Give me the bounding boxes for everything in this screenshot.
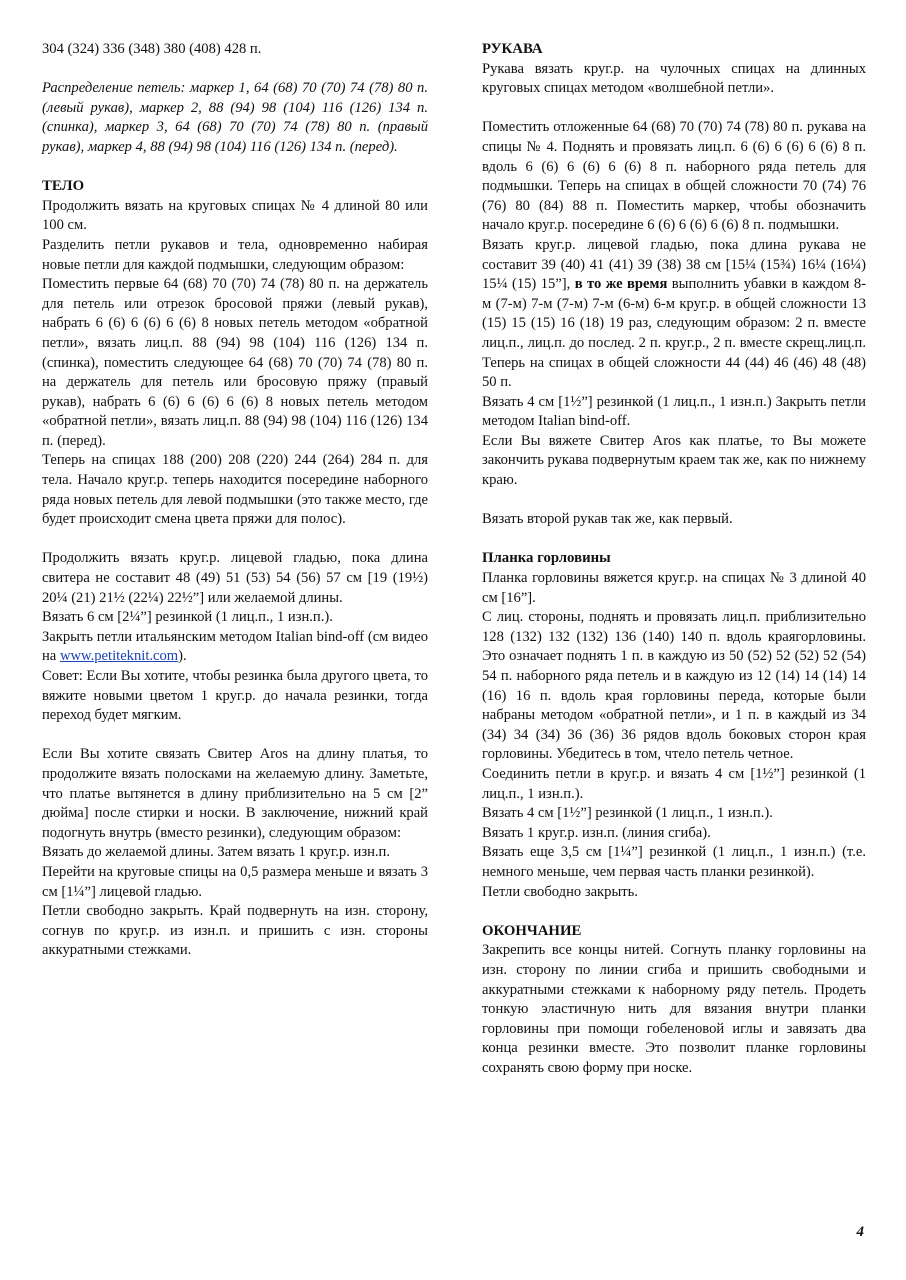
body-paragraph-2: Разделить петли рукавов и тела, одновременно набирая новые петли для каждой подмышки, следующим образом: — [42, 236, 428, 273]
body-paragraph-6: Вязать 6 см [2¼”] резинкой (1 лиц.п., 1 изн.п.). — [42, 609, 333, 626]
neckband-paragraph-1: Планка горловины вяжется круг.р. на спицах № 3 длиной 40 см [16”]. — [482, 570, 866, 606]
page-number: 4 — [856, 1224, 864, 1240]
neckband-paragraph-7: Петли свободно закрыть. — [482, 883, 638, 900]
marker-distribution: Распределение петель: маркер 1, 64 (68) 70 (70) 74 (78) 80 п. (левый рукав), маркер 2, 88 (94) 98 (104) 116 (126) 134 п. (спинка), маркер 3, 64 (68) 70 (70) 74 (78) 80 п. (правый рукав), маркер 4, 88 (94) 98 (104) 116 (126) 134 п. (перед). — [42, 80, 428, 155]
sleeves-paragraph-1: Рукава вязать круг.р. на чулочных спицах на длинных круговых спицах методом «волшебной петли». — [482, 60, 866, 97]
neckband-paragraph-6: Вязать еще 3,5 см [1¼”] резинкой (1 лиц.п., 1 изн.п.) (т.е. немного меньше, чем первая часть планки резинкой). — [482, 844, 866, 880]
body-paragraph-3: Поместить первые 64 (68) 70 (70) 74 (78) 80 п. на держатель для петель или отрезок бросовой пряжи (левый рукав), набрать 6 (6) 6 (6) 6 (6) 8 новых петель методом «обратной петли», вязать лиц.п. 88 (94) 98 (104) 116 (126) 134 п. (спинка), поместить следующее 64 (68) 70 (70) 74 (78) 80 п. на держатель для петель или бросовую пряжу (правый рукав), набрать 6 (6) 6 (6) 6 (6) 8 новых петель методом «обратной петли», вязать лиц.п. 88 (94) 98 (104) 116 (126) 134 п. (перед). — [42, 276, 428, 449]
left-column — [42, 40, 428, 961]
heading-finishing: ОКОНЧАНИЕ — [482, 922, 582, 939]
heading-sleeves: РУКАВА — [482, 41, 543, 57]
heading-neckband: Планка горловины — [482, 550, 611, 567]
petiteknit-link[interactable]: www.petiteknit.com — [59, 648, 179, 665]
neckband-paragraph-3: Соединить петли в круг.р. и вязать 4 см [1½”] резинкой (1 лиц.п., 1 изн.п.). — [482, 765, 866, 802]
sleeves-text-post: выполнить убавки в каждом 8-м (7-м) 7-м (7-м) 7-м (6-м) 6-м круг.р. в общей сложности 13 (15) 15 (15) 16 (18) 19 раз, следующим образом: 2 п. вместе лиц.п., лиц.п. до послед. 2 п. круг.р., 2 п. вместе скрещ.лиц.п. Теперь на спицах в общей сложности 44 (44) 46 (46) 48 (48) 50 п. — [482, 276, 866, 391]
sleeves-paragraph-2: Поместить отложенные 64 (68) 70 (70) 74 (78) 80 п. рукава на спицы № 4. Поднять и провязать лиц.п. 6 (6) 6 (6) 6 (6) 8 п. вдоль 6 (6) 6 (6) 6 (6) 8 п. наборного ряда петель для подмышки. Теперь на спицах в общей сложности 70 (74) 76 (76) 80 (84) 88 п. Поместить маркер, чтобы обозначить начало круг.р. посередине 6 (6) 6 (6) 6 (6) 8 п. подмышки. — [482, 119, 866, 234]
dress-paragraph: Если Вы хотите связать Свитер Aros на длину платья, то продолжите вязать полосками на желаемую длину. Заметьте, что платье вытянется в длину приблизительно на 5 см [2” дюйма] после стирки и носки. В заключение, нижний край подогнуть внутрь (вместо резинки), следующим образом: — [42, 746, 428, 841]
sleeves-text-pre: Вязать круг.р. лицевой гладью, пока длина рукава не составит 39 (40) 41 (41) 39 (38) 38 см [15¼ (15¾) 16¼ (16¼) 15¼ (15) 15”], — [482, 236, 866, 293]
bind-off-text: Закрыть петли итальянским методом Italian bind-off (см видео на — [42, 628, 428, 665]
neckband-paragraph-4: Вязать 4 см [1½”] резинкой (1 лиц.п., 1 изн.п.). — [482, 805, 773, 822]
body-paragraph-5: Продолжить вязать круг.р. лицевой гладью, пока длина свитера не составит 48 (49) 51 (53) 54 (56) 57 см [19 (19½) 20¼ (21) 21½ (22¼) 22½”] или желаемой длины. — [42, 550, 428, 606]
sleeves-paragraph-3 — [482, 236, 866, 393]
right-column — [482, 40, 866, 1078]
body-paragraph-10: Вязать до желаемой длины. Затем вязать 1 круг.р. изн.п. — [42, 844, 391, 861]
heading-body: ТЕЛО — [42, 178, 85, 195]
finishing-paragraph: Закрепить все концы нитей. Согнуть планку горловины на изн. сторону по линии сгиба и пришить свободными и аккуратными стежками к наборному ряду петель. Продеть тонкую эластичную нить для вязания внутри планки горловины при помощи гобеленовой иглы и завязать два конца резинки вместе. Это позволит планке горловины сохранять свою форму при носке. — [482, 942, 866, 1076]
tip-paragraph: Совет: Если Вы хотите, чтобы резинка была другого цвета, то вяжите новыми цветом 1 круг.р. до начала резинки, тогда переход будет мягким. — [42, 668, 428, 724]
body-paragraph-12: Петли свободно закрыть. Край подвернуть на изн. сторону, согнув по круг.р. из изн.п. и пришить с изн. стороны аккуратными стежками. — [42, 903, 428, 959]
bind-off-text-end: ). — [178, 648, 187, 665]
sleeves-paragraph-6: Вязать второй рукав так же, как первый. — [482, 511, 733, 528]
neckband-paragraph-2: С лиц. стороны, поднять и провязать лиц.п. приблизительно 128 (132) 132 (132) 136 (140) 140 п. вдоль краягорловины. Это означает поднять 1 п. в каждую из 50 (52) 52 (52) 52 (54) 54 п. наборного ряда петель и в каждую из 12 (14) 14 (14) 14 (16) 16 п. вдоль края горловины переда, которые были набраны методом «обратной петли», и 1 п. в каждый из 34 (34) 34 (34) 36 (36) 36 рядов вдоль боковых сторон края горловины. Убедитесь в том, чтело петель четное. — [482, 609, 866, 763]
body-paragraph-4: Теперь на спицах 188 (200) 208 (220) 244 (264) 284 п. для тела. Начало круг.р. теперь находится посередине наборного ряда новых петель для левой подмышки (это также место, где будет происходит смена цвета пряжи для полос). — [42, 452, 428, 528]
sleeves-text-bold: в то же время — [574, 276, 668, 293]
sleeves-paragraph-5: Если Вы вяжете Свитер Aros как платье, то Вы можете закончить рукава подвернутым краем так же, как по нижнему краю. — [482, 432, 866, 489]
stitch-count-line: 304 (324) 336 (348) 380 (408) 428 п. — [42, 41, 262, 57]
sleeves-paragraph-4: Вязать 4 см [1½”] резинкой (1 лиц.п., 1 изн.п.) Закрыть петли методом Italian bind-off. — [482, 393, 866, 430]
body-paragraph-1: Продолжить вязать на круговых спицах № 4 длиной 80 или 100 см. — [42, 197, 428, 234]
body-paragraph-7 — [42, 628, 428, 667]
body-paragraph-11: Перейти на круговые спицы на 0,5 размера меньше и вязать 3 см [1¼”] лицевой гладью. — [42, 863, 428, 900]
neckband-paragraph-5: Вязать 1 круг.р. изн.п. (линия сгиба). — [482, 824, 711, 841]
